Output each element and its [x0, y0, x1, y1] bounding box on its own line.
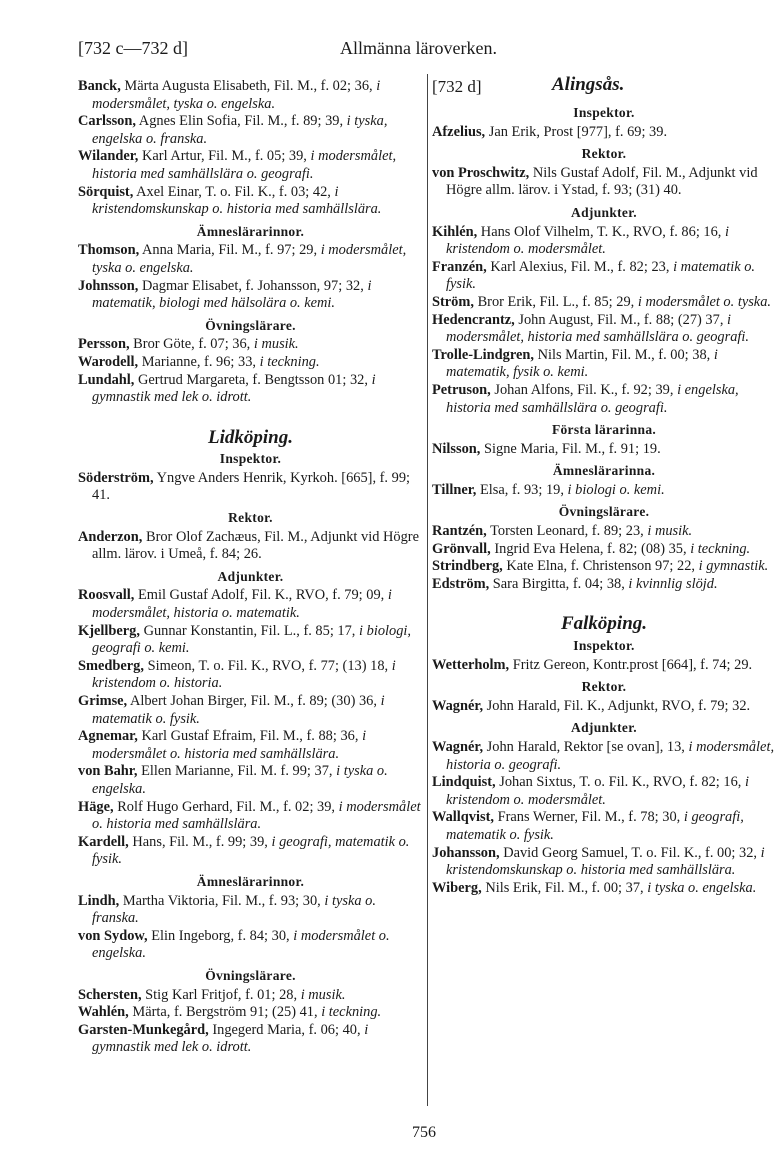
staff-entry	[432, 809, 776, 844]
staff-subjects: i modersmålet o. engelska.	[92, 927, 390, 962]
staff-details: Bror Göte, f. 07; 36,	[133, 336, 251, 353]
staff-entry	[78, 354, 423, 372]
staff-subjects: i modersmålet o. historia med samhällslära.	[92, 798, 421, 833]
staff-entry	[78, 148, 423, 183]
section-heading: Inspektor.	[219, 451, 282, 467]
staff-name: Garsten-Munkegård,	[78, 1021, 209, 1038]
staff-details: Frans Werner, Fil. M., f. 78; 30,	[497, 809, 681, 826]
staff-entry	[78, 278, 423, 313]
staff-details: John August, Fil. M., f. 88; (27) 37,	[518, 311, 724, 328]
staff-entry	[432, 441, 776, 459]
staff-subjects: i modersmålet, tyska o. engelska.	[92, 78, 381, 112]
staff-details: Märta, f. Bergström 91; (25) 41,	[132, 1004, 318, 1021]
staff-entry	[432, 576, 776, 594]
staff-name: Banck,	[78, 78, 121, 94]
staff-subjects: i biologi, geografi o. kemi.	[92, 622, 412, 657]
staff-entry	[78, 1022, 423, 1057]
staff-name: Wagnér,	[432, 697, 484, 714]
staff-entry	[432, 124, 776, 142]
section-heading: Adjunkter.	[571, 720, 637, 736]
staff-name: von Bahr,	[78, 763, 138, 780]
staff-details: Hans Olof Vilhelm, T. K., RVO, f. 86; 16,	[480, 223, 722, 240]
staff-details: John Harald, Fil. K., Adjunkt, RVO, f. 79; 32.	[486, 697, 751, 714]
staff-name: Kjellberg,	[78, 622, 140, 639]
staff-subjects: i matematik o. fysik.	[92, 693, 385, 727]
staff-subjects: i musik.	[647, 523, 693, 540]
staff-entry	[78, 728, 423, 763]
staff-entry	[432, 774, 776, 809]
section-heading: Övningslärare.	[205, 317, 296, 333]
staff-entry	[78, 623, 423, 658]
staff-entry	[432, 523, 776, 541]
section-heading: Rektor.	[581, 146, 627, 162]
staff-subjects: i modersmålet, historia med samhällslära o. geografi.	[92, 148, 397, 182]
staff-name: Sörquist,	[78, 183, 134, 200]
staff-entry	[78, 529, 423, 564]
staff-name: Wilander,	[78, 148, 139, 165]
staff-entry	[78, 693, 423, 728]
left-column	[78, 78, 423, 1057]
staff-name: Agnemar,	[78, 728, 138, 745]
staff-entry	[432, 558, 776, 576]
staff-name: Hedencrantz,	[432, 311, 515, 328]
staff-details: Anna Maria, Fil. M., f. 97; 29,	[142, 242, 318, 259]
staff-details: Emil Gustaf Adolf, Fil. K., RVO, f. 79; 09,	[137, 587, 385, 604]
section-heading: Rektor.	[228, 510, 273, 526]
right-column-head	[432, 74, 776, 100]
staff-details: Fritz Gereon, Kontr.prost [664], f. 74; 29.	[512, 656, 753, 673]
staff-entry	[432, 312, 776, 347]
section-heading: Inspektor.	[573, 638, 635, 654]
section-heading: Övningslärare.	[558, 504, 650, 520]
staff-details: Marianne, f. 96; 33,	[141, 353, 257, 370]
staff-subjects: i modersmålet, historia o. matematik.	[92, 587, 392, 622]
staff-subjects: i modersmålet, historia med samhällslära o. geografi.	[446, 311, 750, 346]
section-heading: Adjunkter.	[217, 568, 284, 584]
staff-entry	[78, 113, 423, 148]
staff-details: Hans, Fil. M., f. 99; 39,	[132, 833, 268, 850]
staff-details: Ingegerd Maria, f. 06; 40,	[212, 1021, 361, 1038]
staff-subjects: i teckning.	[321, 1004, 382, 1021]
staff-subjects: i kristendom o. modersmålet.	[446, 774, 750, 808]
staff-entry	[78, 242, 423, 277]
section-heading: Första lärarinna.	[551, 422, 657, 438]
staff-details: Johan Alfons, Fil. K., f. 92; 39,	[494, 381, 674, 398]
staff-details: Johan Sixtus, T. o. Fil. K., RVO, f. 82; 16,	[499, 774, 742, 791]
staff-details: Dagmar Elisabet, f. Johansson, 97; 32,	[142, 277, 364, 294]
town-heading: Falköping.	[560, 613, 648, 635]
staff-name: Johnsson,	[78, 277, 139, 294]
staff-subjects: i biologi o. kemi.	[567, 481, 665, 498]
staff-details: Albert Johan Birger, Fil. M., f. 89; (30) 36,	[129, 693, 377, 709]
staff-name: Rantzén,	[432, 523, 487, 540]
staff-details: Martha Viktoria, Fil. M., f. 93; 30,	[122, 892, 321, 909]
staff-name: Thomson,	[78, 242, 140, 259]
staff-subjects: i matematik o. fysik.	[446, 258, 756, 293]
staff-entry	[78, 834, 423, 869]
staff-name: Wallqvist,	[432, 809, 494, 826]
header-title: Allmänna läroverken.	[340, 38, 497, 58]
staff-entry	[432, 845, 776, 880]
staff-subjects: i kristendomskunskap o. historia med samhällslära.	[446, 844, 765, 879]
right-column-entries	[432, 104, 776, 897]
staff-details: Signe Maria, Fil. M., f. 91; 19.	[484, 440, 661, 457]
staff-subjects: i modersmålet, tyska o. engelska.	[92, 242, 407, 276]
staff-subjects: i gymnastik.	[698, 558, 769, 575]
staff-details: Simeon, T. o. Fil. K., RVO, f. 77; (13) 18,	[147, 657, 389, 674]
staff-entry	[432, 698, 776, 716]
staff-name: Häge,	[78, 798, 114, 815]
staff-details: Karl Artur, Fil. M., f. 05; 39,	[142, 148, 307, 165]
staff-entry	[78, 372, 423, 407]
staff-entry	[432, 541, 776, 559]
spacer	[432, 593, 776, 615]
staff-details: Yngve Anders Henrik, Kyrkoh. [665], f. 99; 41.	[92, 469, 411, 504]
staff-details: Nils Erik, Fil. M., f. 00; 37,	[485, 879, 644, 896]
staff-name: Kihlén,	[432, 223, 478, 240]
staff-entry	[78, 928, 423, 963]
staff-entry	[78, 336, 423, 354]
spacer	[78, 407, 423, 429]
section-heading: Rektor.	[581, 679, 627, 695]
staff-details: Torsten Leonard, f. 89; 23,	[490, 523, 644, 540]
staff-name: Anderzon,	[78, 528, 143, 545]
staff-entry	[432, 482, 776, 500]
staff-subjects: i engelska, historia med samhällslära o. geografi.	[446, 381, 739, 416]
staff-entry	[78, 470, 423, 505]
staff-name: Trolle-Lindgren,	[432, 346, 534, 363]
staff-subjects: i kvinnlig slöjd.	[628, 575, 718, 592]
staff-name: Roosvall,	[78, 587, 135, 604]
staff-entry	[78, 658, 423, 693]
staff-entry	[432, 259, 776, 294]
staff-details: John Harald, Rektor [se ovan], 13,	[486, 739, 685, 755]
staff-name: Afzelius,	[432, 123, 486, 140]
staff-name: Schersten,	[78, 986, 142, 1003]
town-heading-alingsas: Alingsås.	[552, 74, 625, 95]
staff-entry	[432, 657, 776, 675]
staff-details: Agnes Elin Sofia, Fil. M., f. 89; 39,	[138, 113, 344, 130]
staff-subjects: i geografi, matematik o. fysik.	[92, 833, 410, 868]
section-heading: Ämneslärarinna.	[552, 463, 656, 479]
staff-name: Wagnér,	[432, 739, 484, 755]
staff-entry	[432, 880, 776, 898]
section-heading: Inspektor.	[573, 105, 635, 120]
staff-details: Karl Gustaf Efraim, Fil. M., f. 88; 36,	[141, 728, 359, 745]
staff-details: Ingrid Eva Helena, f. 82; (08) 35,	[494, 540, 687, 557]
staff-details: Jan Erik, Prost [977], f. 69; 39.	[488, 123, 668, 140]
staff-entry	[432, 165, 776, 200]
staff-subjects: i tyska o. engelska.	[92, 763, 388, 797]
staff-entry	[78, 799, 423, 834]
staff-entry	[78, 987, 423, 1005]
staff-entry	[432, 294, 776, 312]
staff-entry	[432, 347, 776, 382]
staff-subjects: i gymnastik med lek o. idrott.	[92, 371, 376, 406]
staff-subjects: i gymnastik med lek o. idrott.	[92, 1021, 369, 1056]
staff-name: Wahlén,	[78, 1004, 129, 1021]
page-number: 756	[412, 1124, 436, 1141]
staff-name: Grimse,	[78, 693, 128, 709]
staff-name: Smedberg,	[78, 657, 144, 674]
staff-name: Söderström,	[78, 469, 154, 486]
staff-name: Nilsson,	[432, 440, 481, 457]
staff-details: Rolf Hugo Gerhard, Fil. M., f. 02; 39,	[117, 798, 336, 815]
staff-name: Persson,	[78, 336, 130, 353]
staff-name: Lindquist,	[432, 774, 496, 791]
staff-details: Nils Martin, Fil. M., f. 00; 38,	[537, 346, 711, 363]
staff-entry	[78, 184, 423, 219]
staff-subjects: i matematik, fysik o. kemi.	[446, 346, 718, 381]
staff-subjects: i tyska o. engelska.	[647, 879, 757, 896]
staff-details: Nils Gustaf Adolf, Fil. M., Adjunkt vid Högre allm. lärov. i Ystad, f. 93; (31) 40.	[446, 164, 758, 199]
staff-name: Wiberg,	[432, 879, 482, 896]
staff-entry	[78, 78, 423, 113]
staff-details: Gertrud Margareta, f. Bengtsson 01; 32,	[138, 371, 368, 388]
section-heading: Ämneslärarinnor.	[196, 223, 305, 239]
staff-details: David Georg Samuel, T. o. Fil. K., f. 00; 32,	[503, 844, 758, 861]
staff-details: Bror Olof Zachæus, Fil. M., Adjunkt vid Högre allm. lärov. i Umeå, f. 84; 26.	[92, 528, 419, 563]
staff-name: Lindh,	[78, 892, 120, 909]
staff-details: Stig Karl Fritjof, f. 01; 28,	[145, 986, 298, 1003]
staff-entry	[78, 893, 423, 928]
staff-subjects: i matematik, biologi med hälsolära o. kemi.	[92, 277, 372, 312]
staff-name: Kardell,	[78, 833, 129, 850]
staff-entry	[78, 763, 423, 798]
staff-subjects: i kristendom o. historia.	[92, 657, 396, 692]
staff-details: Elsa, f. 93; 19,	[480, 481, 564, 498]
staff-subjects: i modersmålet o. tyska.	[637, 293, 771, 310]
staff-subjects: i tyska, engelska o. franska.	[92, 113, 388, 147]
staff-details: Ellen Marianne, Fil. M. f. 99; 37,	[141, 763, 333, 780]
staff-entry	[432, 382, 776, 417]
staff-name: Carlsson,	[78, 113, 136, 130]
staff-subjects: i tyska o. franska.	[92, 892, 376, 927]
staff-entry	[432, 224, 776, 259]
staff-subjects: i teckning.	[259, 353, 320, 370]
staff-name: Edström,	[432, 575, 490, 592]
staff-subjects: i musik.	[253, 336, 299, 353]
right-column	[432, 74, 776, 897]
section-heading: Övningslärare.	[205, 967, 296, 983]
staff-name: von Proschwitz,	[432, 164, 530, 181]
staff-name: Johansson,	[432, 844, 500, 861]
section-heading: Ämneslärarinnor.	[196, 873, 305, 889]
staff-name: von Sydow,	[78, 927, 148, 944]
staff-subjects: i modersmålet, historia o. geografi.	[446, 739, 775, 773]
column-divider	[427, 74, 428, 1106]
staff-details: Bror Erik, Fil. L., f. 85; 29,	[477, 293, 635, 310]
staff-entry	[78, 587, 423, 622]
staff-details: Karl Alexius, Fil. M., f. 82; 23,	[490, 258, 670, 275]
section-code: [732 d]	[432, 77, 482, 96]
town-heading: Lidköping.	[208, 426, 293, 448]
staff-name: Tillner,	[432, 481, 477, 498]
staff-name: Franzén,	[432, 258, 487, 275]
section-heading: Adjunkter.	[571, 204, 637, 220]
staff-name: Strindberg,	[432, 558, 503, 575]
staff-name: Petruson,	[432, 381, 491, 398]
staff-details: Sara Birgitta, f. 04; 38,	[492, 575, 625, 592]
staff-details: Elin Ingeborg, f. 84; 30,	[151, 927, 290, 944]
staff-details: Kate Elna, f. Christenson 97; 22,	[506, 558, 696, 575]
staff-subjects: i modersmålet o. historia med samhällslära.	[92, 728, 367, 762]
staff-subjects: i geografi, matematik o. fysik.	[446, 809, 744, 843]
page-header	[78, 38, 768, 62]
staff-details: Axel Einar, T. o. Fil. K., f. 03; 42,	[136, 183, 331, 200]
staff-name: Warodell,	[78, 353, 139, 370]
header-range: [732 c—732 d]	[78, 38, 188, 58]
staff-entry	[432, 739, 776, 774]
staff-subjects: i musik.	[300, 986, 346, 1003]
staff-name: Wetterholm,	[432, 656, 510, 673]
staff-details: Märta Augusta Elisabeth, Fil. M., f. 02; 36,	[124, 78, 373, 94]
staff-name: Lundahl,	[78, 371, 135, 388]
staff-name: Ström,	[432, 293, 474, 310]
staff-entry	[78, 1004, 423, 1022]
staff-subjects: i kristendomskunskap o. historia med samhällslära.	[92, 183, 382, 218]
staff-subjects: i kristendom o. modersmålet.	[446, 223, 730, 258]
staff-subjects: i teckning.	[690, 540, 751, 557]
staff-details: Gunnar Konstantin, Fil. L., f. 85; 17,	[143, 622, 356, 639]
staff-name: Grönvall,	[432, 540, 491, 557]
